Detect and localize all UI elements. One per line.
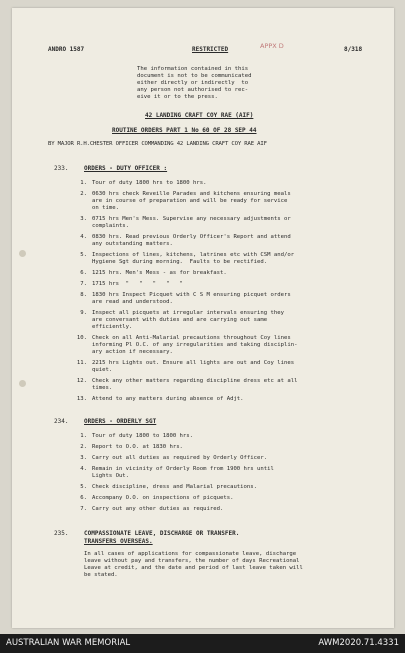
item-line: 1830 hrs Inspect Picquet with C S M ensuring picquet orders <box>92 292 291 298</box>
list-item <box>76 292 291 306</box>
section-number: 235. <box>54 530 69 537</box>
item-line: times. <box>92 385 113 391</box>
paragraph-line: leave without pay and transfers, the number of days Recreational <box>84 558 300 564</box>
item-text <box>92 484 257 491</box>
list-item <box>76 216 291 230</box>
item-line: efficiently. <box>92 324 133 330</box>
by-line: BY MAJOR R.H.CHESTER OFFICER COMMANDING 42 LANDING CRAFT COY RAE AIF <box>48 141 267 147</box>
item-number: 7. <box>80 281 87 287</box>
list-item <box>76 466 274 480</box>
item-line: informing Pl O.C. of any irregularities and taking disciplin- <box>92 342 298 348</box>
notice-line: eive it or to the press. <box>137 94 218 100</box>
item-text <box>92 466 274 480</box>
item-number: 1. <box>80 433 87 439</box>
list-item <box>76 335 297 356</box>
punch-hole <box>19 250 26 257</box>
item-text <box>92 506 223 513</box>
item-number: 13. <box>76 396 87 402</box>
item-line: Hygiene Sgt during morning. Faults to be rectified. <box>92 259 268 265</box>
list-item <box>76 252 294 266</box>
item-line: 0715 hrs Men's Mess. Supervise any necessary adjustments or <box>92 216 291 222</box>
right-reference: 8/318 <box>344 46 363 53</box>
item-number: 12. <box>76 378 87 384</box>
list-item <box>76 310 284 331</box>
item-text <box>92 335 297 356</box>
item-line: Report to O.O. at 1830 hrs. <box>92 444 183 450</box>
item-line: complaints. <box>92 223 130 229</box>
section-heading: ORDERS - DUTY OFFICER : <box>84 165 168 172</box>
paragraph-line: be stated. <box>84 572 118 578</box>
section-number: 234. <box>54 418 69 425</box>
item-number: 2. <box>80 191 87 197</box>
item-number: 6. <box>80 270 87 276</box>
routine-orders-title: ROUTINE ORDERS PART 1 No 60 OF 28 SEP 44 <box>112 127 257 134</box>
item-number: 10. <box>76 335 87 341</box>
item-text <box>92 433 193 440</box>
list-item <box>76 234 291 248</box>
paragraph-line: In all cases of applications for compassionate leave, discharge <box>84 551 297 557</box>
item-line: Remain in vicinity of Orderly Room from 1900 hrs until <box>92 466 274 472</box>
item-line: any outstanding matters. <box>92 241 173 247</box>
item-line: Tour of duty 1800 hrs to 1800 hrs. <box>92 180 207 186</box>
list-item <box>76 270 227 277</box>
item-number: 11. <box>76 360 87 366</box>
left-reference: ANDRO 1587 <box>48 46 85 53</box>
item-line: 0630 hrs check Reveille Parades and kitchens ensuring meals <box>92 191 291 197</box>
item-number: 6. <box>80 495 87 501</box>
item-line: 1715 hrs " " " " " <box>92 281 183 287</box>
item-line: Lights Out. <box>92 473 130 479</box>
item-line: 1215 hrs. Men's Mess - as for breakfast. <box>92 270 227 276</box>
notice-line: document is not to be communicated <box>137 73 252 79</box>
list-item <box>76 506 223 513</box>
item-number: 3. <box>80 216 87 222</box>
item-line: Inspections of lines, kitchens, latrines etc with CSM and/or <box>92 252 295 258</box>
list-item <box>76 281 183 288</box>
paragraph-line: Leave at credit, and the date and period of last leave taken will <box>84 565 303 571</box>
item-number: 7. <box>80 506 87 512</box>
section-subheading: TRANSFERS OVERSEAS. <box>84 538 153 545</box>
list-item <box>76 444 183 451</box>
section-paragraph <box>84 551 303 579</box>
item-number: 5. <box>80 252 87 258</box>
item-line: 0830 hrs. Read previous Orderly Officer's Report and attend <box>92 234 291 240</box>
item-line: are read and understood. <box>92 299 173 305</box>
item-number: 3. <box>80 455 87 461</box>
archive-name: AUSTRALIAN WAR MEMORIAL <box>6 638 131 648</box>
section-number: 233. <box>54 165 69 172</box>
item-line: Attend to any matters during absence of Adjt. <box>92 396 244 402</box>
item-number: 4. <box>80 466 87 472</box>
item-text <box>92 444 183 451</box>
list-item <box>76 455 267 462</box>
unit-title: 42 LANDING CRAFT COY RAE (AIF) <box>145 112 254 119</box>
item-line: are in course of preparation and will be ready for service <box>92 198 288 204</box>
item-text <box>92 252 294 266</box>
item-text <box>92 234 291 248</box>
item-line: 2215 hrs Lights out. Ensure all lights are out and Coy lines <box>92 360 295 366</box>
item-line: Check discipline, dress and Malarial precautions. <box>92 484 258 490</box>
list-item <box>76 433 193 440</box>
notice-line: either directly or indirectly to <box>137 80 249 86</box>
item-number: 5. <box>80 484 87 490</box>
notice-line: The information contained in this <box>137 66 249 72</box>
item-line: Accompany O.O. on inspections of picquets. <box>92 495 234 501</box>
item-text <box>92 495 233 502</box>
restricted-heading: RESTRICTED <box>192 46 229 53</box>
item-text <box>92 216 291 230</box>
appendix-stamp: APPX D <box>260 42 284 50</box>
list-item <box>76 180 207 187</box>
item-line: Check on all Anti-Malarial precautions throughout Coy lines <box>92 335 291 341</box>
section-heading: ORDERS - ORDERLY SGT <box>84 418 157 425</box>
item-line: on time. <box>92 205 119 211</box>
list-item <box>76 495 233 502</box>
list-item <box>76 378 297 392</box>
item-text <box>92 292 291 306</box>
item-text <box>92 281 183 288</box>
item-line: are conversant with duties and are carrying out same <box>92 317 268 323</box>
item-line: Check any other matters regarding discipline dress etc at all <box>92 378 298 384</box>
item-text <box>92 191 291 212</box>
item-text <box>92 396 244 403</box>
item-text <box>92 455 267 462</box>
item-line: ary action if necessary. <box>92 349 173 355</box>
list-item <box>76 360 294 374</box>
item-number: 1. <box>80 180 87 186</box>
item-text <box>92 310 284 331</box>
item-line: Inspect all picquets at irregular intervals ensuring they <box>92 310 284 316</box>
item-number: 9. <box>80 310 87 316</box>
item-number: 8. <box>80 292 87 298</box>
archive-footer <box>0 634 405 653</box>
item-number: 4. <box>80 234 87 240</box>
list-item <box>76 396 244 403</box>
item-number: 2. <box>80 444 87 450</box>
item-text <box>92 180 207 187</box>
item-text <box>92 360 294 374</box>
item-line: Tour of duty 1800 to 1800 hrs. <box>92 433 194 439</box>
section-heading: COMPASSIONATE LEAVE, DISCHARGE OR TRANSFER. <box>84 530 240 537</box>
list-item <box>76 484 257 491</box>
item-line: Carry out all duties as required by Orderly Officer. <box>92 455 268 461</box>
item-line: Carry out any other duties as required. <box>92 506 224 512</box>
archive-reference: AWM2020.71.4331 <box>318 638 399 648</box>
item-line: quiet. <box>92 367 113 373</box>
notice-line: any person not authorised to rec- <box>137 87 249 93</box>
item-text <box>92 378 297 392</box>
punch-hole <box>19 380 26 387</box>
security-notice <box>137 66 252 101</box>
list-item <box>76 191 291 212</box>
item-text <box>92 270 227 277</box>
